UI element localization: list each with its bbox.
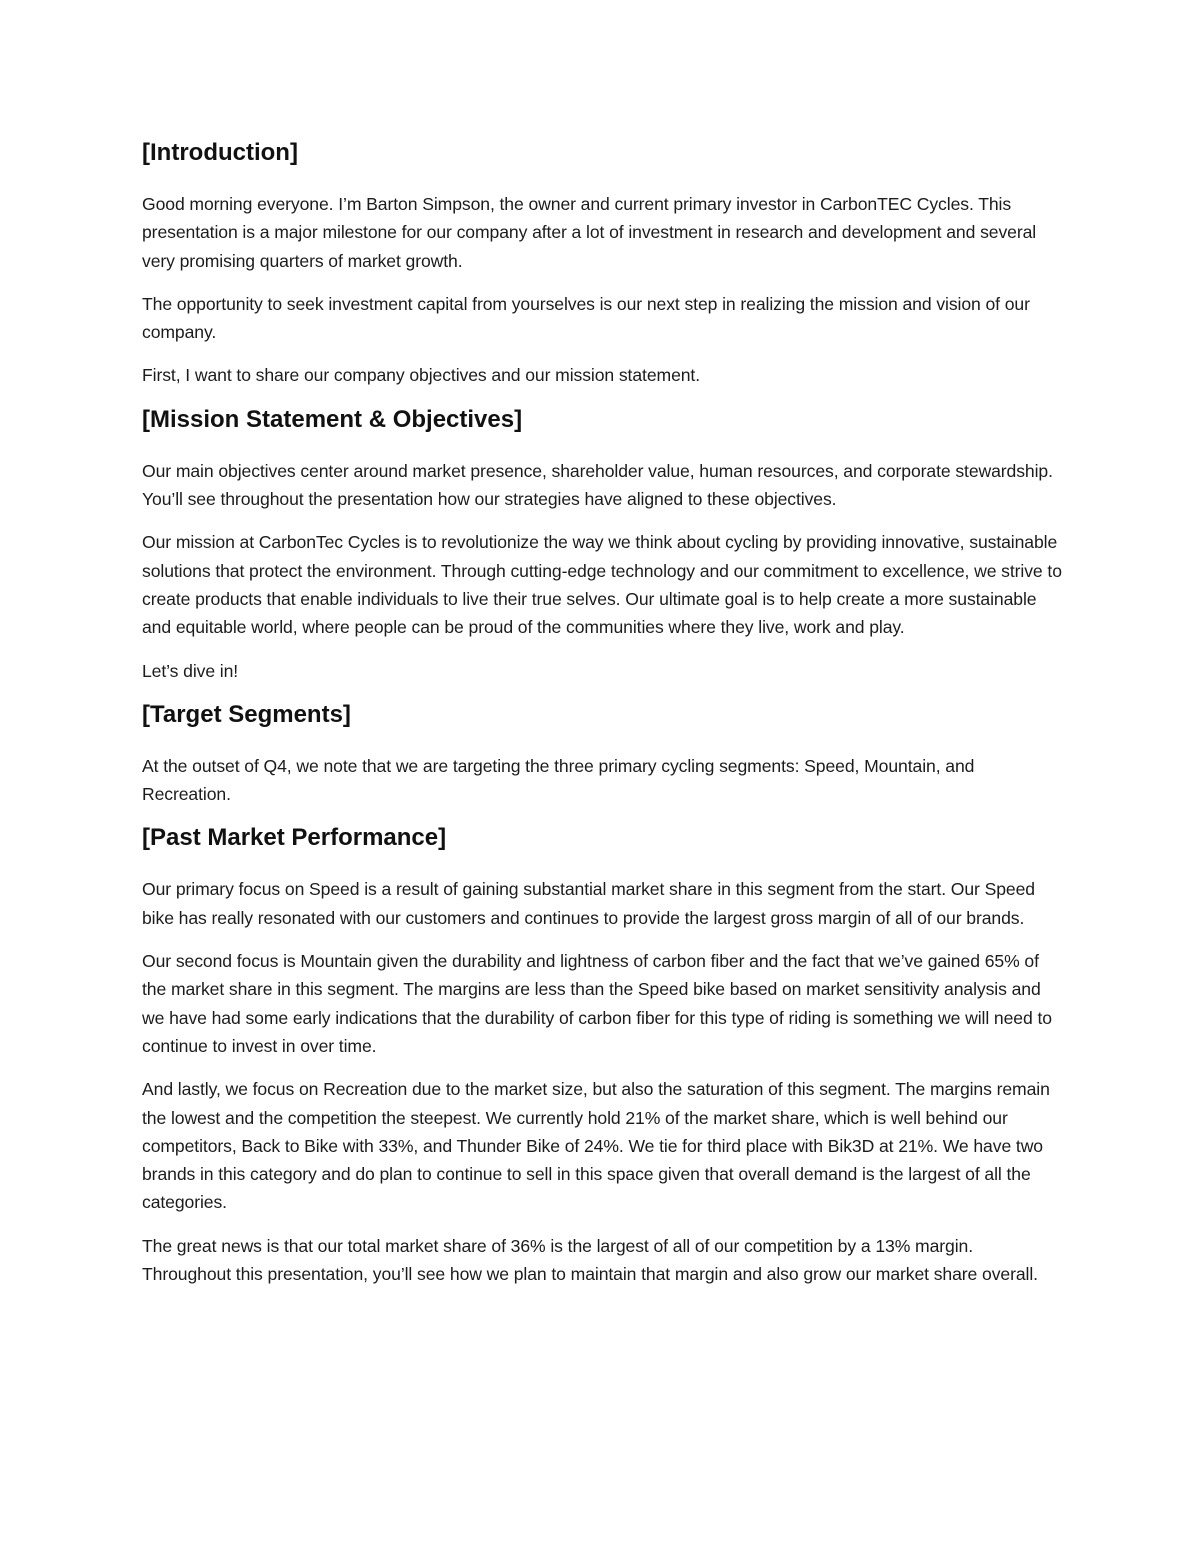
heading-target-segments: [Target Segments] [142, 700, 351, 728]
paragraph: First, I want to share our company objectives and our mission statement. [142, 365, 701, 386]
heading-introduction: [Introduction] [142, 139, 298, 166]
paragraph: The great news is that our total market share of 36% is the largest of all of our competition by a 13% margin. Throughout this presentation, you’ll see how we plan to maintain that margin and also grow our market share overall. [142, 1235, 1038, 1285]
paragraph: At the outset of Q4, we note that we are targeting the three primary cycling segments: Speed, Mountain, and Recreation. [142, 755, 975, 805]
paragraph: Let’s dive in! [142, 660, 239, 681]
paragraph: And lastly, we focus on Recreation due to the market size, but also the saturation of this segment. The margins remain the lowest and the competition the steepest. We currently hold 21% of the market share, which is well behind our competitors, Back to Bike with 33%, and Thunder Bike of 24%. We tie for third place with Bik3D at 21%. We have two brands in this category and do plan to continue to sell in this space given that overall demand is the largest of all the categories. [142, 1079, 1050, 1213]
heading-past-market-performance: [Past Market Performance] [142, 824, 447, 852]
paragraph: Our primary focus on Speed is a result of gaining substantial market share in this segment from the start. Our Speed bike has really resonated with our customers and continues to provide the largest gross margin of all of our brands. [142, 879, 1035, 928]
heading-mission-statement: [Mission Statement & Objectives] [142, 405, 523, 433]
document-page [142, 138, 1062, 1303]
paragraph: The opportunity to seek investment capital from yourselves is our next step in realizing the mission and vision of our company. [142, 293, 1030, 343]
paragraph: Our second focus is Mountain given the durability and lightness of carbon fiber and the fact that we’ve gained 65% of the market share in this segment. The margins are less than the Speed bike based on market sensitivity analysis and we have had some early indications that the durability of carbon fiber for this type of riding is something we will need to continue to invest in over time. [142, 951, 1052, 1056]
paragraph: Good morning everyone. I’m Barton Simpson, the owner and current primary investor in CarbonTEC Cycles. This presentation is a major milestone for our company after a lot of investment in research and development and several very promising quarters of market growth. [142, 194, 1037, 271]
paragraph: Our main objectives center around market presence, shareholder value, human resources, and corporate stewardship. You’ll see throughout the presentation how our strategies have aligned to these objectives. [142, 460, 1053, 510]
paragraph: Our mission at CarbonTec Cycles is to revolutionize the way we think about cycling by providing innovative, sustainable solutions that protect the environment. Through cutting-edge technology and our commitment to excellence, we strive to create products that enable individuals to live their true selves. Our ultimate goal is to help create a more sustainable and equitable world, where people can be proud of the communities where they live, work and play. [142, 532, 1062, 638]
